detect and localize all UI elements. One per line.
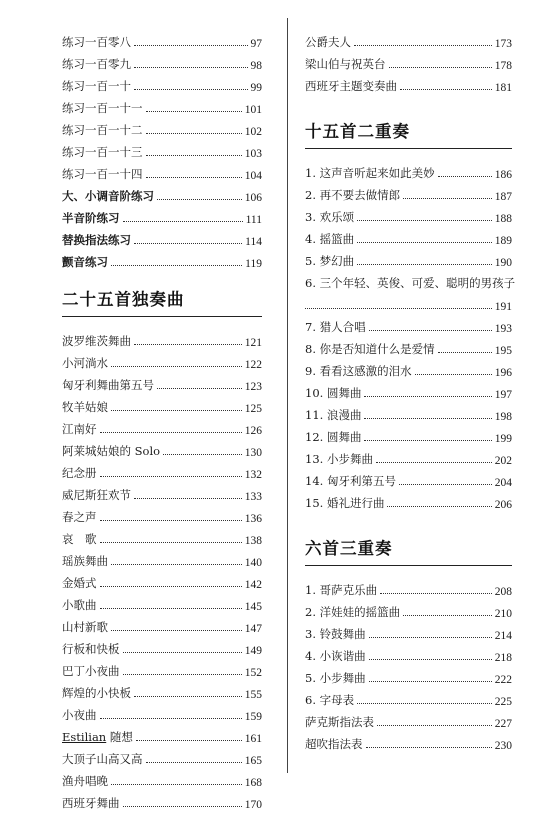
toc-entry: [305, 708, 512, 730]
dot-leader: [123, 220, 243, 222]
entry-title: 巴丁小夜曲: [62, 664, 120, 678]
entry-title: [62, 729, 133, 745]
toc-entry: [62, 745, 262, 767]
page-number: 227: [494, 718, 512, 730]
entry-title: 威尼斯狂欢节: [62, 488, 131, 502]
dot-leader: [403, 614, 492, 616]
page-number: 165: [244, 755, 262, 767]
dot-leader: [357, 263, 492, 265]
dot-leader: [438, 175, 492, 177]
toc-entry: [62, 204, 262, 226]
dot-leader: [369, 658, 492, 660]
dot-leader: [146, 154, 242, 156]
toc-entry: [62, 349, 262, 371]
entry-title: 3. 欢乐颂: [305, 210, 355, 224]
entry-title: 8. 你是否知道什么是爱情: [305, 342, 435, 356]
entry-title: 练习一百一十三: [62, 145, 143, 159]
dot-leader: [403, 197, 492, 199]
page-number: 193: [494, 323, 512, 335]
dot-leader: [100, 717, 242, 719]
entry-title: 15. 婚礼进行曲: [305, 496, 385, 510]
toc-entry: [305, 379, 512, 401]
toc-entry: [62, 72, 262, 94]
dot-leader: [111, 629, 242, 631]
entry-title: 渔舟唱晚: [62, 774, 108, 788]
page-number: 121: [244, 337, 262, 349]
dot-leader: [305, 307, 492, 309]
dot-leader: [357, 219, 492, 221]
left-column: [62, 28, 262, 811]
toc-entry: [305, 686, 512, 708]
dot-leader: [111, 783, 242, 785]
dot-leader: [111, 264, 242, 266]
toc-entry: [62, 94, 262, 116]
entry-title: 小歌曲: [62, 598, 97, 612]
toc-entry: [62, 116, 262, 138]
page-number: 222: [494, 674, 512, 686]
entry-title: 西班牙舞曲: [62, 796, 120, 810]
page-number: 103: [244, 148, 262, 160]
page-number: 145: [244, 601, 262, 613]
page-number: 138: [244, 535, 262, 547]
page-number: 189: [494, 235, 512, 247]
page-number: 104: [244, 170, 262, 182]
entry-title: 练习一百一十四: [62, 167, 143, 181]
dot-leader: [146, 176, 242, 178]
toc-entry: [305, 423, 512, 445]
entry-title: 行板和快板: [62, 642, 120, 656]
entry-title: 颤音练习: [62, 255, 108, 269]
entry-title-suffix: 随想: [106, 730, 133, 744]
dot-leader: [134, 44, 248, 46]
page-number: 132: [244, 469, 262, 481]
page-number: 114: [245, 236, 262, 248]
toc-entry: [305, 642, 512, 664]
duet-entries: [305, 159, 516, 511]
entry-title: 练习一百零八: [62, 35, 131, 49]
dot-leader: [134, 88, 248, 90]
page-number: 197: [494, 389, 512, 401]
page-number: 97: [250, 38, 262, 50]
entry-title: 1. 这声音听起来如此美妙: [305, 166, 435, 180]
entry-title: 金婚式: [62, 576, 97, 590]
section-title-solos: 二十五首独奏曲: [62, 286, 262, 317]
page-number: 130: [244, 447, 262, 459]
toc-entry: [62, 371, 262, 393]
page-number: 188: [494, 213, 512, 225]
toc-entry: [62, 569, 262, 591]
toc-entry: [62, 723, 262, 745]
page-number: 152: [244, 667, 262, 679]
toc-entry: [62, 226, 262, 248]
dot-leader: [369, 636, 492, 638]
toc-entry: [305, 159, 512, 181]
toc-entry: [305, 291, 512, 313]
dot-leader: [146, 110, 242, 112]
entry-title: 阿莱城姑娘的 Solo: [62, 444, 161, 458]
toc-entry: [305, 401, 512, 423]
entry-title: 哀 歌: [62, 532, 97, 546]
toc-entry: [62, 503, 262, 525]
entry-title: 梁山伯与祝英台: [305, 57, 386, 71]
page-number: 136: [244, 513, 262, 525]
right-top-entries: [305, 28, 512, 94]
page-number: 99: [250, 82, 262, 94]
page-number: 230: [494, 740, 512, 752]
dot-leader: [376, 461, 492, 463]
entry-title: 替换指法练习: [62, 233, 131, 247]
toc-entry: [62, 613, 262, 635]
dot-leader: [100, 475, 242, 477]
left-top-entries: [62, 28, 262, 270]
dot-leader: [146, 132, 242, 134]
entry-title: 公爵夫人: [305, 35, 351, 49]
dot-leader: [134, 242, 242, 244]
dot-leader: [100, 431, 242, 433]
dot-leader: [377, 724, 492, 726]
entry-title: 2. 洋娃娃的摇篮曲: [305, 605, 401, 619]
toc-entry: [305, 576, 512, 598]
toc-entry: [305, 598, 512, 620]
toc-entry: [305, 203, 512, 225]
page-number: 186: [494, 169, 512, 181]
toc-entry: [62, 138, 262, 160]
page-number: 191: [494, 301, 512, 313]
page-number: 159: [244, 711, 262, 723]
toc-entry: [305, 247, 512, 269]
dot-leader: [357, 702, 492, 704]
entry-title: 练习一百零九: [62, 57, 131, 71]
page-number: 125: [244, 403, 262, 415]
toc-entry: [62, 591, 262, 613]
page-number: 142: [244, 579, 262, 591]
toc-entry: [305, 225, 512, 247]
dot-leader: [111, 563, 242, 565]
page-number: 147: [244, 623, 262, 635]
dot-leader: [157, 198, 242, 200]
dot-leader: [100, 585, 242, 587]
entry-title-underlined: Estilian: [62, 730, 107, 744]
dot-leader: [387, 505, 491, 507]
toc-entry: [62, 160, 262, 182]
dot-leader: [364, 439, 491, 441]
dot-leader: [400, 88, 492, 90]
entry-title: 半音阶练习: [62, 211, 120, 225]
entry-title: 辉煌的小快板: [62, 686, 131, 700]
page-number: 123: [244, 381, 262, 393]
page-number: 195: [494, 345, 512, 357]
entry-title: 13. 小步舞曲: [305, 452, 373, 466]
entry-title: 3. 铃鼓舞曲: [305, 627, 366, 641]
trio-entries: [305, 576, 512, 752]
toc-entry: [62, 547, 262, 569]
entry-title: 纪念册: [62, 466, 97, 480]
page-number: 111: [245, 214, 262, 226]
entry-title: 10. 圆舞曲: [305, 386, 362, 400]
dot-leader: [134, 343, 242, 345]
entry-title: 11. 浪漫曲: [305, 408, 362, 422]
toc-entry: [62, 525, 262, 547]
entry-title: 14. 匈牙利第五号: [305, 474, 396, 488]
entry-title: 匈牙利舞曲第五号: [62, 378, 154, 392]
toc-entry: [62, 701, 262, 723]
page-number: 101: [244, 104, 262, 116]
toc-entry: [305, 664, 512, 686]
page-number: 133: [244, 491, 262, 503]
entry-title: 练习一百一十二: [62, 123, 143, 137]
column-divider: [287, 18, 288, 773]
dot-leader: [364, 417, 491, 419]
toc-entry: [305, 357, 512, 379]
toc-entry: [305, 50, 512, 72]
dot-leader: [163, 453, 242, 455]
toc-entry: [305, 313, 512, 335]
dot-leader: [369, 329, 492, 331]
toc-entry: [62, 635, 262, 657]
toc-entry: [62, 182, 262, 204]
dot-leader: [134, 66, 248, 68]
toc-entry: [62, 459, 262, 481]
toc-entry: [62, 248, 262, 270]
page-number: 208: [494, 586, 512, 598]
toc-entry: [305, 467, 512, 489]
dot-leader: [366, 746, 492, 748]
dot-leader: [100, 519, 242, 521]
dot-leader: [389, 66, 492, 68]
toc-entry: [62, 28, 262, 50]
toc-entry: [62, 481, 262, 503]
page-number: 181: [494, 82, 512, 94]
page-number: 168: [244, 777, 262, 789]
page-number: 198: [494, 411, 512, 423]
toc-entry: [62, 437, 262, 459]
toc-entry: [62, 50, 262, 72]
page-number: 210: [494, 608, 512, 620]
entry-title: 西班牙主题变奏曲: [305, 79, 397, 93]
dot-leader: [415, 373, 492, 375]
page-number: 199: [494, 433, 512, 445]
entry-title: 练习一百一十: [62, 79, 131, 93]
page-number: 106: [244, 192, 262, 204]
dot-leader: [111, 409, 242, 411]
toc-entry: [62, 415, 262, 437]
page-number: 206: [494, 499, 512, 511]
entry-title: 6. 字母表: [305, 693, 355, 707]
toc-entry: [62, 327, 262, 349]
dot-leader: [123, 673, 242, 675]
entry-title: 小河淌水: [62, 356, 108, 370]
page-number: 122: [244, 359, 262, 371]
entry-title: 大、小调音阶练习: [62, 189, 154, 203]
page-number: 187: [494, 191, 512, 203]
dot-leader: [123, 651, 242, 653]
dot-leader: [364, 395, 491, 397]
page-number: 190: [494, 257, 512, 269]
dot-leader: [369, 680, 492, 682]
dot-leader: [100, 607, 242, 609]
dot-leader: [354, 44, 492, 46]
entry-title: 超吹指法表: [305, 737, 363, 751]
page-number: 173: [494, 38, 512, 50]
toc-entry: [62, 789, 262, 811]
page-number: 161: [244, 733, 262, 745]
page-number: 119: [245, 258, 262, 270]
toc-entry: [62, 393, 262, 415]
section-title-trios: 六首三重奏: [305, 535, 512, 566]
toc-entry: [305, 445, 512, 467]
page-number: 140: [244, 557, 262, 569]
entry-title: 1. 哥萨克乐曲: [305, 583, 378, 597]
entry-title: 7. 猎人合唱: [305, 320, 366, 334]
entry-title: 萨克斯指法表: [305, 715, 374, 729]
entry-title: 江南好: [62, 422, 97, 436]
entry-title: 春之声: [62, 510, 97, 524]
entry-title: 4. 摇篮曲: [305, 232, 355, 246]
page-number: 178: [494, 60, 512, 72]
dot-leader: [357, 241, 492, 243]
toc-entry: [305, 620, 512, 642]
toc-entry: [305, 269, 516, 291]
dot-leader: [123, 805, 242, 807]
entry-title: 5. 梦幻曲: [305, 254, 355, 268]
entry-title: 2. 再不要去做情郎: [305, 188, 401, 202]
dot-leader: [399, 483, 492, 485]
page-number: 214: [494, 630, 512, 642]
entry-title: 牧羊姑娘: [62, 400, 108, 414]
page-number: 98: [250, 60, 262, 72]
toc-entry: [62, 767, 262, 789]
dot-leader: [111, 365, 242, 367]
page-number: 225: [494, 696, 512, 708]
toc-entry: [305, 489, 512, 511]
toc-entry: [62, 657, 262, 679]
entry-title: 12. 圆舞曲: [305, 430, 362, 444]
dot-leader: [438, 351, 492, 353]
toc-entry: [62, 679, 262, 701]
entry-title: 山村新歌: [62, 620, 108, 634]
page-number: 204: [494, 477, 512, 489]
dot-leader: [146, 761, 242, 763]
page-number: 202: [494, 455, 512, 467]
dot-leader: [100, 541, 242, 543]
toc-entry: [305, 181, 512, 203]
dot-leader: [136, 739, 242, 741]
entry-title: 9. 看看这感激的泪水: [305, 364, 412, 378]
entry-title: 6. 三个年轻、英俊、可爱、聪明的男孩子: [305, 276, 516, 290]
page-number: 196: [494, 367, 512, 379]
entry-title: 练习一百一十一: [62, 101, 143, 115]
toc-entry: [305, 730, 512, 752]
dot-leader: [134, 695, 242, 697]
page-number: 155: [244, 689, 262, 701]
page-number: 218: [494, 652, 512, 664]
entry-title: 4. 小诙谐曲: [305, 649, 366, 663]
page-number: 149: [244, 645, 262, 657]
entry-title: 小夜曲: [62, 708, 97, 722]
toc-entry: [305, 335, 512, 357]
toc-entry: [305, 28, 512, 50]
entry-title: 波罗维茨舞曲: [62, 334, 131, 348]
solo-entries: [62, 327, 262, 811]
toc-entry: [305, 72, 512, 94]
dot-leader: [157, 387, 242, 389]
right-column: [305, 28, 516, 752]
dot-leader: [380, 592, 492, 594]
section-title-duets: 十五首二重奏: [305, 118, 512, 149]
page-number: 170: [244, 799, 262, 811]
entry-title: 瑶族舞曲: [62, 554, 108, 568]
entry-title: 大顶子山高又高: [62, 752, 143, 766]
dot-leader: [134, 497, 242, 499]
entry-title: 5. 小步舞曲: [305, 671, 366, 685]
page-number: 126: [244, 425, 262, 437]
page-number: 102: [244, 126, 262, 138]
